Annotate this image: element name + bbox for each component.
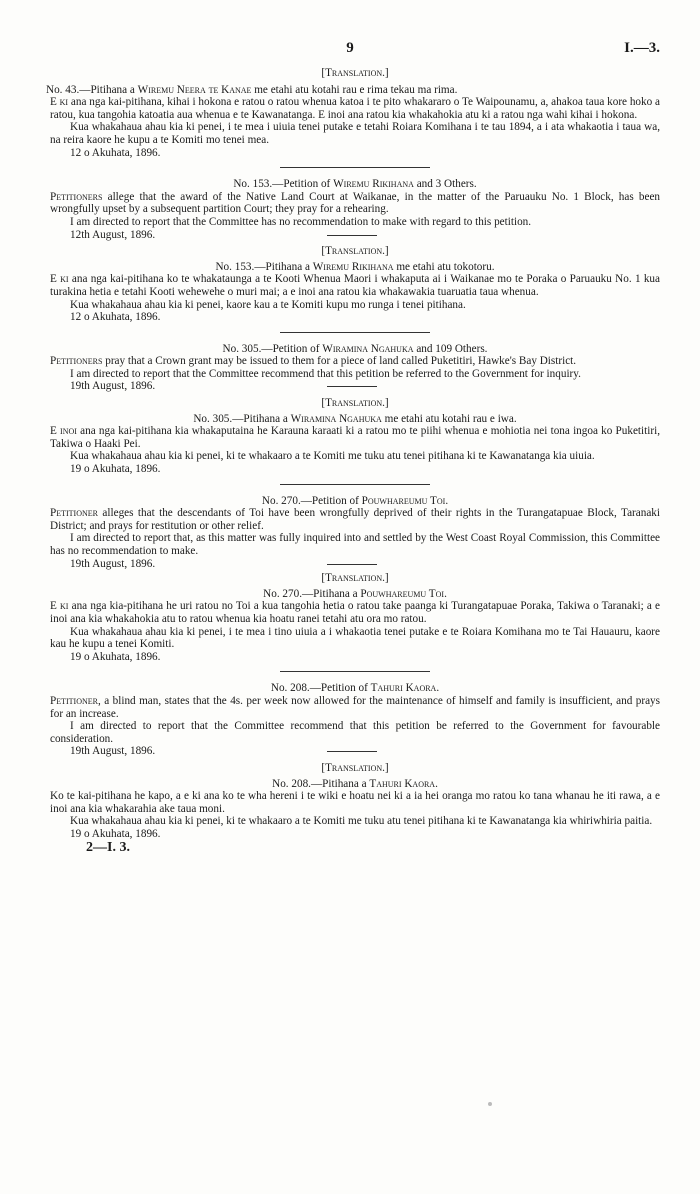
- petition-block-153: [50, 178, 660, 241]
- translation-label: [Translation.]: [321, 67, 389, 79]
- petition-title: No. 305.—Petition of Wiramina Ngahuka and 109 Others.: [222, 342, 488, 355]
- petition-block-270-translation: [50, 572, 660, 663]
- petition-report: Kua whakahaua ahau kia ki penei, kaore kau a te Komiti kupu mo runga i tenei pitihana.: [70, 298, 466, 311]
- translation-label: [Translation.]: [321, 761, 389, 774]
- petitioner-name: Tahuri Kaora: [370, 682, 437, 695]
- section-divider: [280, 167, 430, 168]
- lead-word: Petitioner: [50, 507, 98, 520]
- petitioner-name: Tahuri Kaora: [369, 777, 436, 790]
- lead-word: E ki: [50, 273, 69, 286]
- translation-label: [Translation.]: [321, 572, 389, 585]
- petition-body: Ko te kai-pitihana he kapo, a e ki ana ko te wha hereni i te wiki e hoatu nei ki a ia hei oranga mo ratou ko tana whanau he iti rawa, a e inoi ana kia whakarahia ake taua moni.: [50, 790, 660, 815]
- short-divider: [327, 564, 377, 565]
- petition-date: 12th August, 1896.: [50, 229, 660, 242]
- petition-title: No. 270.—Pitihana a Pouwhareumu Toi.: [263, 587, 447, 600]
- petition-body: E ki ana nga kai-pitihana ko te whakataunga a te Kooti Whenua Maori i whakaputa ai i Waikanae mo te Poraka o Paruauku No. 1 kua turakina hetia e tetahi Kooti wehewehe o muri mai; a e inoi ana ratou kia whakawakia tuaruatia taua whenua.: [50, 273, 660, 298]
- petition-title: No. 208.—Pitihana a Tahuri Kaora.: [272, 777, 438, 790]
- petitioner-name: Wiramina Ngahuka: [290, 412, 382, 425]
- petition-body: Petitioner, a blind man, states that the 4s. per week now allowed for the maintenance of himself and family is insufficient, and prays for an increase.: [50, 694, 660, 720]
- petition-body: Petitioners pray that a Crown grant may be issued to them for a piece of land called Puketitiri, Hawke's Bay District.: [50, 355, 577, 368]
- petitioner-name: Wiremu Neera te Kanae: [137, 83, 252, 96]
- petition-block-305: [50, 343, 660, 393]
- petitioner-name: Wiramina Ngahuka: [322, 342, 414, 355]
- petition-body: Petitioners allege that the award of the Native Land Court at Waikanae, in the matter of the Paruauku No. 1 Block, has been wrongfully upset by a subsequent partition Court; they pray for a rehearing.: [50, 190, 660, 216]
- short-divider: [327, 235, 377, 236]
- petitioner-name: Pouwhareumu Toi: [361, 494, 446, 507]
- petition-report: Kua whakahaua ahau kia ki penei, ki te whakaaro a te Komiti me tuku atu tenei pitihana ki te Kawanatanga kia uiuia.: [70, 450, 595, 463]
- petition-date: 19th August, 1896.: [50, 380, 660, 393]
- lead-word: Petitioners: [50, 190, 103, 203]
- petition-title: No. 305.—Pitihana a Wiramina Ngahuka me etahi atu kotahi rau e iwa.: [193, 412, 517, 425]
- short-divider: [327, 386, 377, 387]
- short-divider: [327, 751, 377, 752]
- petition-title: No. 153.—Pitihana a Wiremu Rikihana me etahi atu tokotoru.: [215, 260, 495, 273]
- page-content: [46, 67, 660, 856]
- document-reference: I.—3.: [624, 40, 660, 56]
- petition-date: 19th August, 1896.: [50, 745, 660, 758]
- petition-body: E ki ana nga kia-pitihana he uri ratou no Toi a kua tangohia hetia o ratou take paanga ki Turangatapuae Poraka, Takiwa o Taranaki; a e inoi ana kia whakahokia atu to ratou whenua kia hoatu ranei tetahi atu ora mo ratou.: [50, 600, 660, 625]
- signature-code: 2—I. 3.: [86, 840, 130, 856]
- petition-date: 12 o Akuhata, 1896.: [70, 146, 161, 159]
- petition-report: Kua whakahaua ahau kia ki penei, ki te whakaaro a te Komiti me tuku atu tenei pitihana ki te Kawanatanga kia whiriwhiria paitia.: [70, 815, 653, 828]
- petitioner-name: Wiremu Rikihana: [312, 260, 394, 273]
- petition-date: 19 o Akuhata, 1896.: [70, 650, 161, 663]
- petition-date: 12 o Akuhata, 1896.: [70, 311, 161, 324]
- petition-report: Kua whakahaua ahau kia ki penei, i te mea i uiuia tenei putake e tetahi Roiara Komihana i te tau 1894, a i ata whakaotia i taua wa, na reira kaore he kupu a te Komiti mo tenei mea.: [50, 121, 660, 146]
- petition-report: I am directed to report that the Committee recommend that this petition be referred to the Government for favourable consideration.: [50, 720, 660, 745]
- lead-word: E ki: [50, 600, 69, 613]
- section-divider: [280, 332, 430, 333]
- petition-block-270: [50, 495, 660, 571]
- petition-date: 19th August, 1896.: [50, 558, 660, 571]
- petition-report: I am directed to report that the Committee has no recommendation to make with regard to this petition.: [70, 215, 532, 228]
- lead-word: Petitioner: [50, 694, 98, 707]
- petition-block-208-translation: [50, 762, 660, 841]
- petition-title: No. 153.—Petition of Wiremu Rikihana and 3 Others.: [233, 178, 477, 191]
- petition-block-305-translation: [50, 397, 660, 476]
- petition-body: E inoi ana nga kai-pitihana kia whakaputaina he Karauna karaati ki a ratou mo te piihi whenua e mohiotia nei tona ingoa ko Puketitiri, Takiwa o Haaki Pei.: [50, 425, 660, 450]
- petitioner-name: Wiremu Rikihana: [333, 178, 414, 191]
- petition-body: Petitioner alleges that the descendants of Toi have been wrongfully deprived of their rights in the Turangatapuae Block, Taranaki District; and prays for restitution or other relief.: [50, 507, 660, 532]
- petition-title: No. 270.—Petition of Pouwhareumu Toi.: [261, 494, 449, 507]
- petition-title: No. 43.—Pitihana a Wiremu Neera te Kanae me etahi atu kotahi rau e rima tekau ma rima.: [46, 83, 458, 96]
- petition-report: I am directed to report that the Committee recommend that this petition be referred to the Government for inquiry.: [70, 367, 581, 380]
- lead-word: E ki: [50, 96, 69, 109]
- lead-word: E inoi: [50, 425, 77, 438]
- paper-speck: [488, 1102, 492, 1106]
- petition-body: E ki ana nga kai-pitihana, kihai i hokona e ratou o ratou whenua katoa i te pito whakararo o Te Waipounamu, a, ahakoa taua kore hoko a ratou, kua tangohia katoatia aua whenua e te Kawanatanga. E inoi ana ratou kia whakahokia atu ki a ratou nga wahi kihai i hokona.: [50, 96, 660, 121]
- page-number: 9: [346, 40, 354, 56]
- petition-block-153-translation: [50, 245, 660, 324]
- petitioner-name: Pouwhareumu Toi: [360, 587, 445, 600]
- petition-title: No. 208.—Petition of Tahuri Kaora.: [270, 682, 440, 695]
- petition-report: I am directed to report that, as this matter was fully inquired into and settled by the West Coast Royal Commission, this Committee has no recommendation to make.: [50, 532, 660, 557]
- lead-word: Petitioners: [50, 355, 103, 368]
- translation-label: [Translation.]: [321, 245, 389, 258]
- petition-date: 19 o Akuhata, 1896.: [70, 463, 161, 476]
- petition-block-208: [50, 682, 660, 758]
- translation-label: [Translation.]: [321, 397, 389, 410]
- petition-date: 19 o Akuhata, 1896.: [70, 827, 161, 840]
- petition-block-43-translation: [46, 67, 660, 159]
- section-divider: [280, 671, 430, 672]
- petition-report: Kua whakahaua ahau kia ki penei, i te mea i tino uiuia a i whakaotia tenei putake e te Roiara Komihana mo te Tai Hauauru, kaore kau he kupu a tenei Komiti.: [50, 625, 660, 651]
- section-divider: [280, 484, 430, 485]
